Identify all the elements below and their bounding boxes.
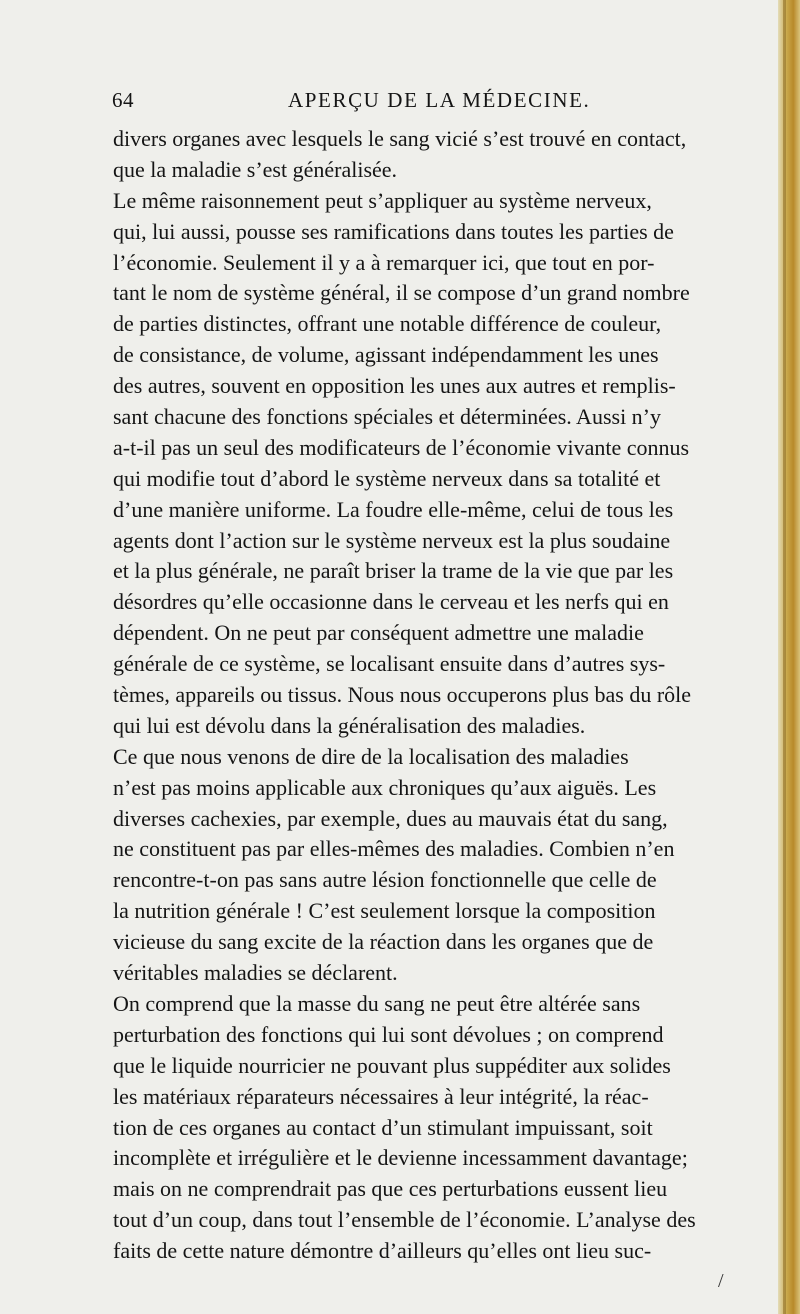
text-line: des autres, souvent en opposition les unes aux autres et remplis-: [113, 373, 676, 399]
text-line: qui modifie tout d’abord le système nerveux dans sa totalité et: [113, 465, 661, 491]
page-edge: [778, 0, 800, 1314]
text-line: Ce que nous venons de dire de la localisation des maladies: [113, 743, 629, 769]
text-line: générale de ce système, se localisant ensuite dans d’autres sys-: [113, 651, 666, 677]
text-line: rencontre-t-on pas sans autre lésion fonctionnelle que celle de: [113, 867, 657, 893]
text-line: la nutrition générale ! C’est seulement lorsque la composition: [113, 898, 656, 924]
text-line: désordres qu’elle occasionne dans le cerveau et les nerfs qui en: [113, 589, 669, 615]
text-line: qui, lui aussi, pousse ses ramifications dans toutes les parties de: [113, 218, 674, 244]
text-line: agents dont l’action sur le système nerveux est la plus soudaine: [113, 527, 671, 553]
text-line: de parties distinctes, offrant une notable différence de couleur,: [113, 311, 662, 337]
text-line: véritables maladies se déclarent.: [113, 960, 398, 986]
text-line: les matériaux réparateurs nécessaires à leur intégrité, la réac-: [113, 1083, 649, 1109]
text-line: vicieuse du sang excite de la réaction dans les organes que de: [113, 929, 654, 955]
body-text: [113, 124, 763, 1267]
text-line: a-t-il pas un seul des modificateurs de l’économie vivante connus: [113, 434, 690, 460]
text-line: d’une manière uniforme. La foudre elle-même, celui de tous les: [113, 496, 674, 522]
page-number: 64: [112, 88, 134, 112]
text-line: ne constituent pas par elles-mêmes des maladies. Combien n’en: [113, 836, 675, 862]
text-line: l’économie. Seulement il y a à remarquer ici, que tout en por-: [113, 249, 655, 275]
text-line: perturbation des fonctions qui lui sont dévolues ; on comprend: [113, 1021, 664, 1047]
text-line: de consistance, de volume, agissant indépendamment les unes: [113, 342, 659, 368]
page-edge-shadow: [783, 0, 786, 1314]
text-line: n’est pas moins applicable aux chroniques qu’aux aiguës. Les: [113, 774, 657, 800]
running-title: APERÇU DE LA MÉDECINE.: [288, 88, 591, 112]
text-line: dépendent. On ne peut par conséquent admettre une maladie: [113, 620, 644, 646]
text-line: sant chacune des fonctions spéciales et déterminées. Aussi n’y: [113, 404, 662, 430]
text-line: Le même raisonnement peut s’appliquer au système nerveux,: [113, 187, 652, 213]
text-line: que le liquide nourricier ne pouvant plus suppéditer aux solides: [113, 1052, 671, 1078]
text-line: tion de ces organes au contact d’un stimulant impuissant, soit: [113, 1114, 653, 1140]
stray-ink-mark: /: [718, 1270, 724, 1292]
running-header: [112, 88, 762, 114]
text-line: faits de cette nature démontre d’ailleurs qu’elles ont lieu suc-: [113, 1238, 652, 1264]
text-line: tout d’un coup, dans tout l’ensemble de l’économie. L’analyse des: [113, 1207, 696, 1233]
text-line: tant le nom de système général, il se compose d’un grand nombre: [113, 280, 690, 306]
text-line: incomplète et irrégulière et le devienne incessamment davantage;: [113, 1145, 688, 1171]
text-line: tèmes, appareils ou tissus. Nous nous occuperons plus bas du rôle: [113, 682, 692, 708]
text-line: divers organes avec lesquels le sang vicié s’est trouvé en contact,: [113, 126, 687, 151]
text-line: que la maladie s’est généralisée.: [113, 156, 398, 182]
text-line: On comprend que la masse du sang ne peut être altérée sans: [113, 990, 641, 1016]
text-line: mais on ne comprendrait pas que ces perturbations eussent lieu: [113, 1176, 668, 1202]
text-line: diverses cachexies, par exemple, dues au mauvais état du sang,: [113, 805, 668, 831]
text-line: et la plus générale, ne paraît briser la trame de la vie que par les: [113, 558, 674, 584]
text-line: qui lui est dévolu dans la généralisation des maladies.: [113, 712, 586, 738]
